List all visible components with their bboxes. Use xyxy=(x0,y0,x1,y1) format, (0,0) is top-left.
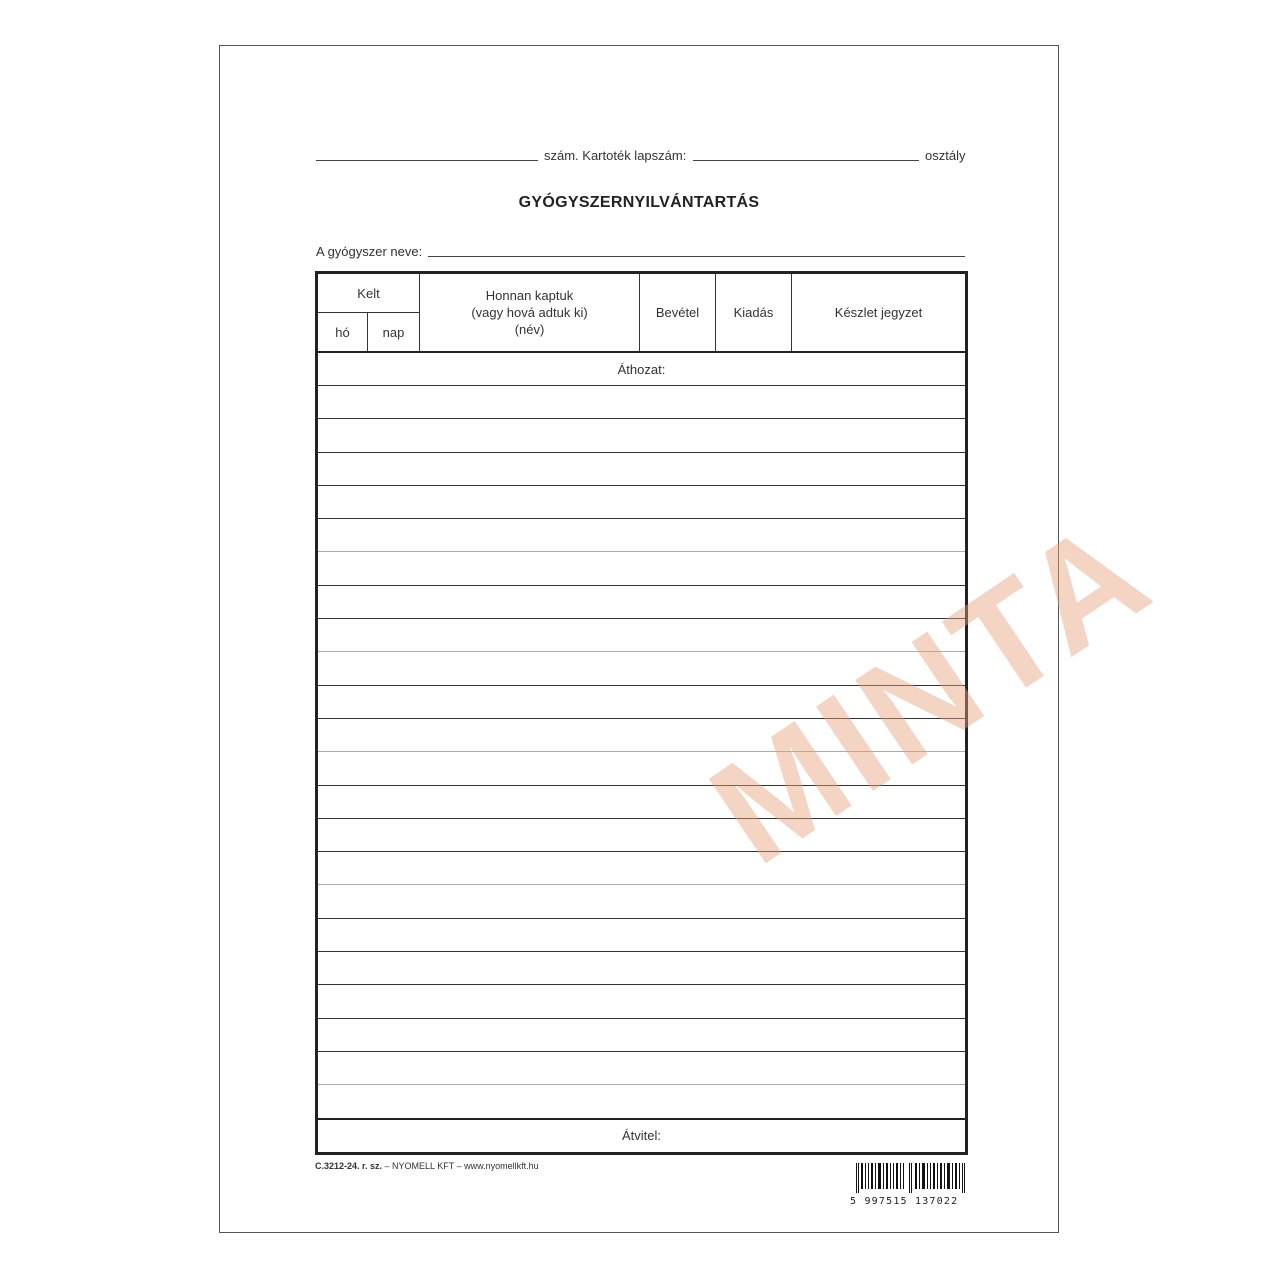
entry-row[interactable] xyxy=(317,485,967,518)
entry-row[interactable] xyxy=(317,386,967,419)
entry-row[interactable] xyxy=(317,985,967,1018)
osztaly-label: osztály xyxy=(925,148,966,163)
entry-row[interactable] xyxy=(317,718,967,751)
entry-row[interactable] xyxy=(317,519,967,552)
entry-row[interactable] xyxy=(317,419,967,452)
register-table xyxy=(315,271,968,1155)
entry-row[interactable] xyxy=(317,1051,967,1084)
szam-line xyxy=(316,160,538,161)
entry-row[interactable] xyxy=(317,885,967,918)
szam-label: szám. Kartoték lapszám: xyxy=(544,148,687,163)
col-nap: nap xyxy=(368,313,420,353)
col-bevetel: Bevétel xyxy=(640,273,716,353)
entry-row[interactable] xyxy=(317,552,967,585)
entry-row[interactable] xyxy=(317,752,967,785)
entry-row[interactable] xyxy=(317,685,967,718)
honnan-line2: (vagy hová adtuk ki) xyxy=(471,305,588,320)
entry-row[interactable] xyxy=(317,452,967,485)
col-keszlet: Készlet jegyzet xyxy=(792,273,967,353)
entry-row[interactable] xyxy=(317,818,967,851)
col-kiadas: Kiadás xyxy=(716,273,792,353)
entry-row[interactable] xyxy=(317,652,967,685)
lapszam-line xyxy=(693,160,919,161)
minta-watermark: MINTA xyxy=(683,485,1180,896)
form-sheet xyxy=(219,45,1180,1233)
page-title: GYÓGYSZERNYILVÁNTARTÁS xyxy=(518,194,760,211)
entry-row[interactable] xyxy=(317,1018,967,1051)
entry-row[interactable] xyxy=(317,585,967,618)
drug-name-line xyxy=(428,256,965,257)
entry-row[interactable] xyxy=(317,785,967,818)
drug-name-label: A gyógyszer neve: xyxy=(316,244,423,259)
honnan-line1: Honnan kaptuk xyxy=(485,288,574,303)
atvitel-row: Átvitel: xyxy=(317,1119,967,1154)
entry-row[interactable] xyxy=(317,1085,967,1119)
publisher-info: – NYOMELL KFT – www.nyomellkft.hu xyxy=(382,1161,539,1171)
entry-row[interactable] xyxy=(317,952,967,985)
col-honnan xyxy=(420,273,640,353)
barcode-icon xyxy=(856,1163,966,1193)
entry-row[interactable] xyxy=(317,852,967,885)
entry-row[interactable] xyxy=(317,918,967,951)
col-kelt: Kelt xyxy=(317,273,420,313)
col-ho: hó xyxy=(317,313,368,353)
honnan-line3: (név) xyxy=(514,322,545,337)
barcode-number: 5 997515 137022 xyxy=(850,1196,959,1207)
form-code: C.3212-24. r. sz. xyxy=(315,1161,383,1171)
footer-imprint xyxy=(315,1161,539,1171)
athozat-row: Áthozat: xyxy=(317,352,967,386)
entry-row[interactable] xyxy=(317,619,967,652)
